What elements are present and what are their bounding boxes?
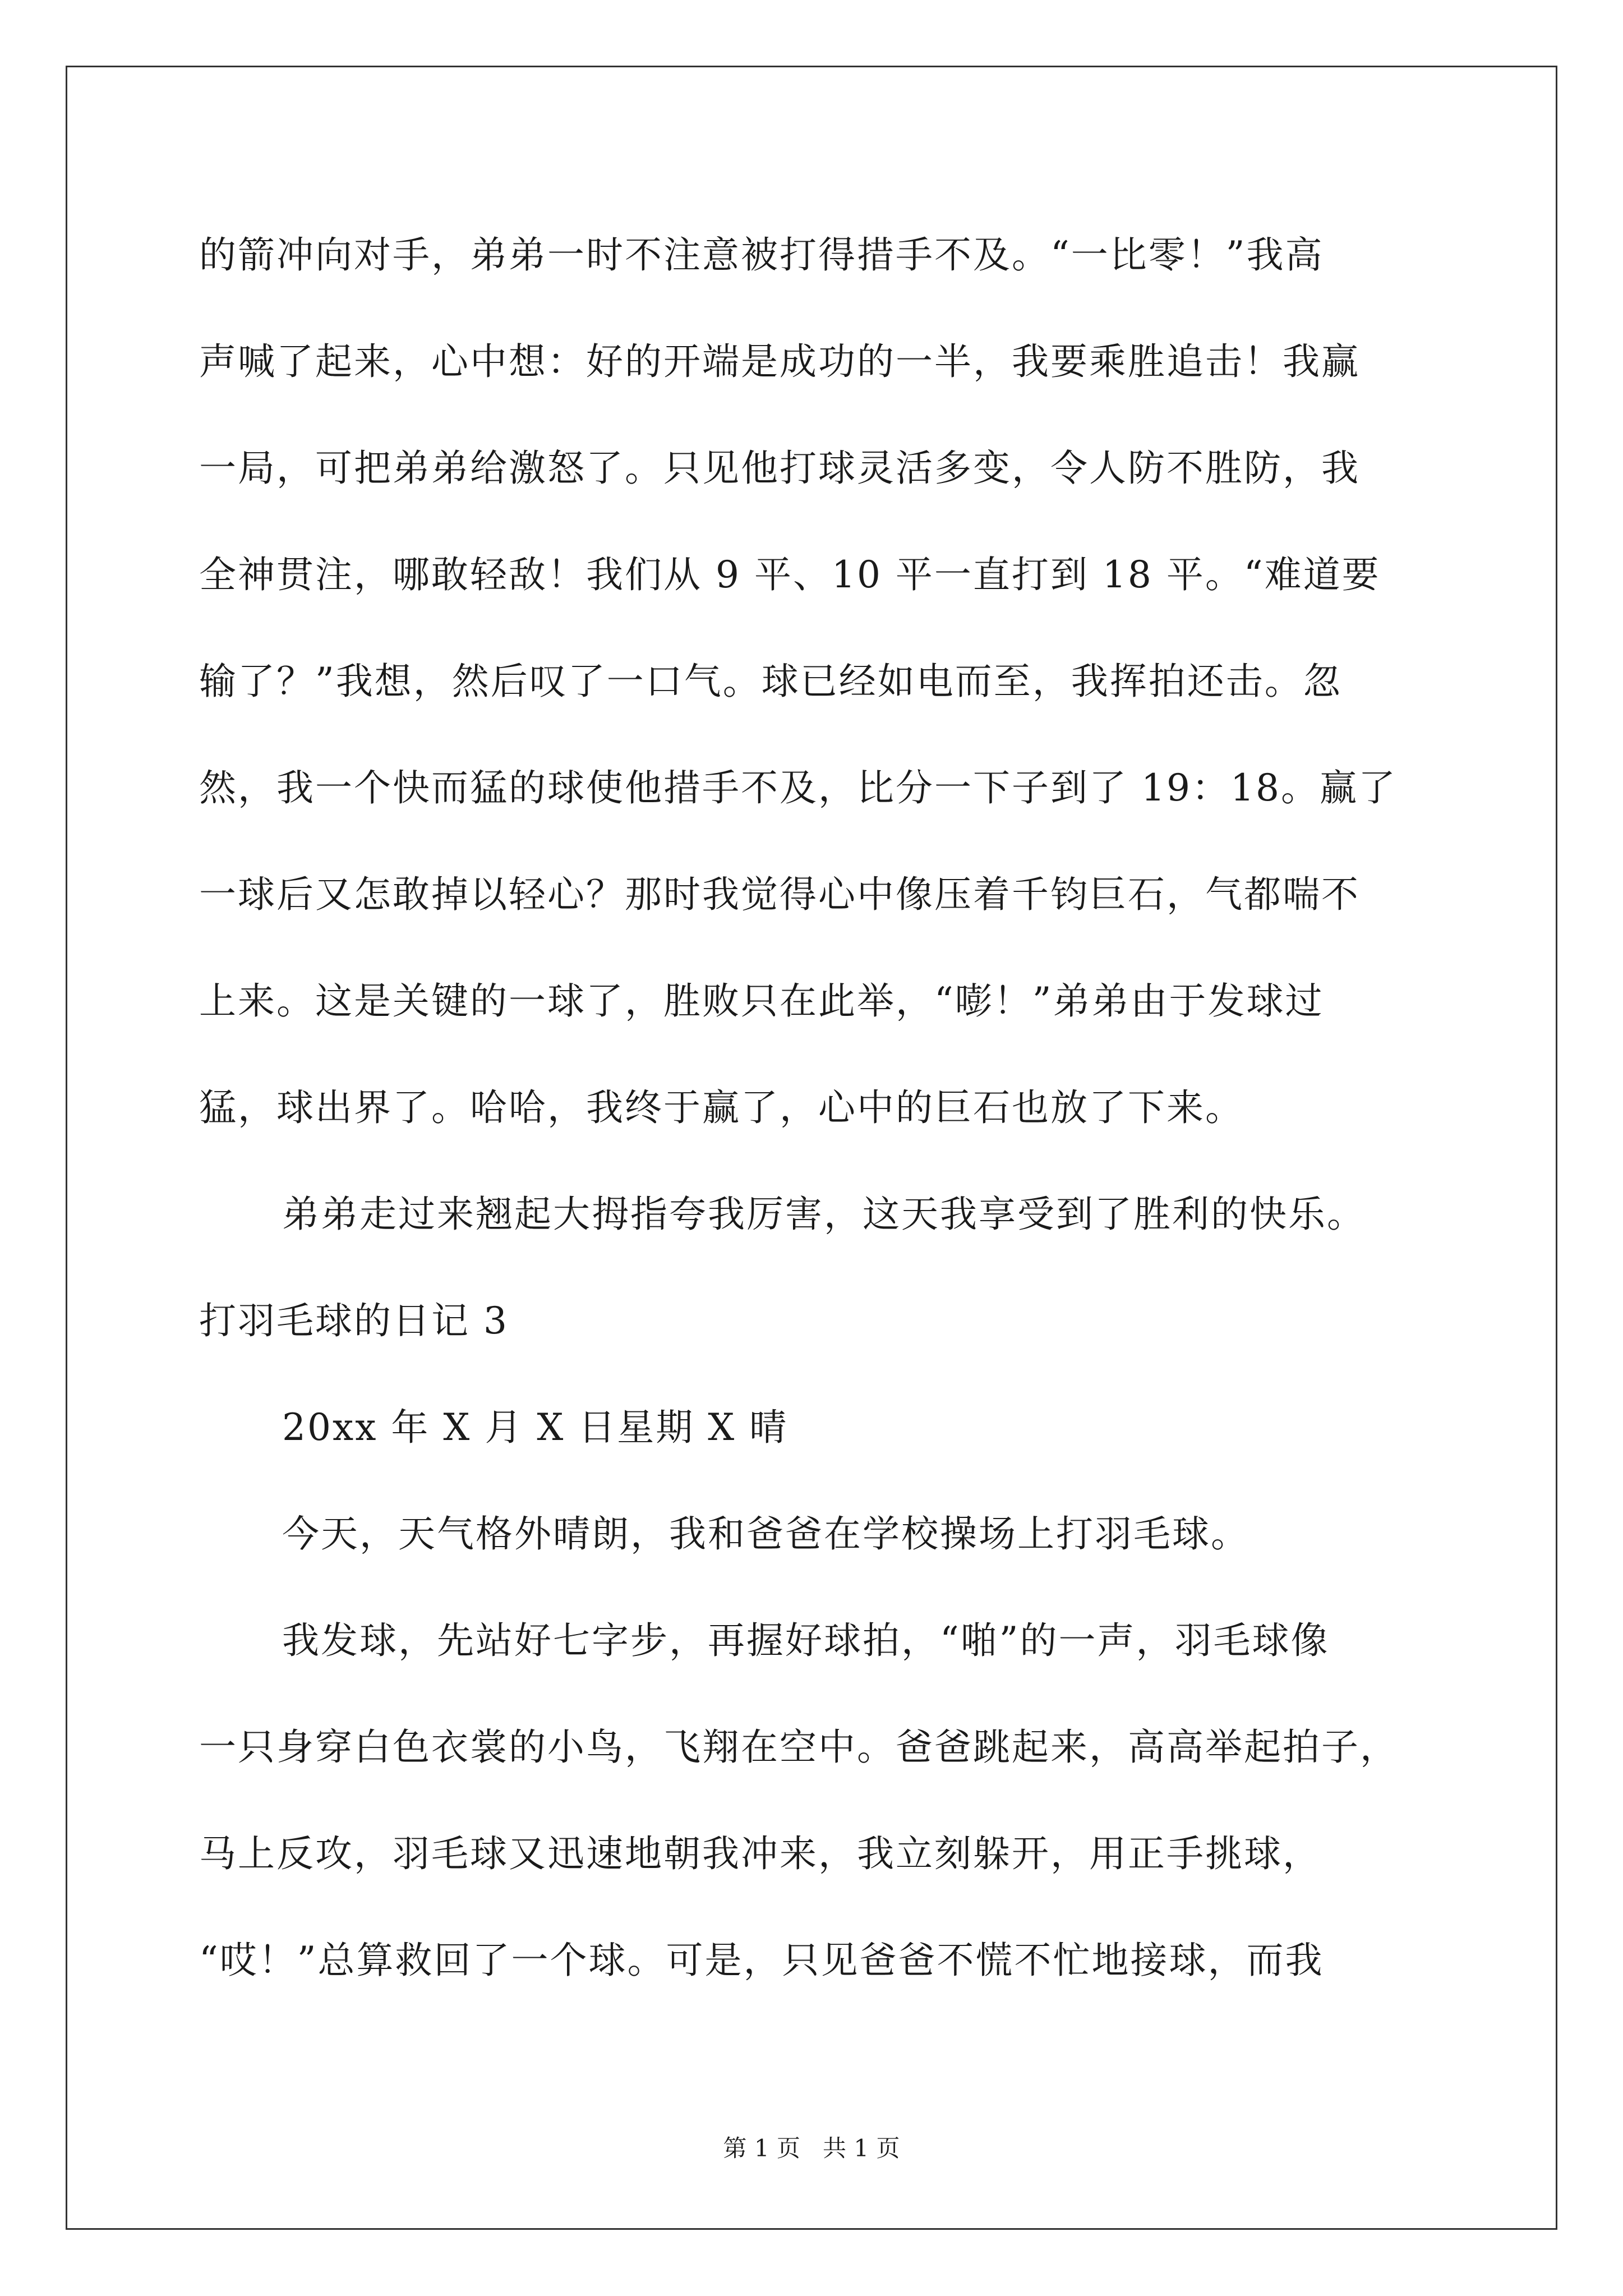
text-line: 一球后又怎敢掉以轻心？那时我觉得心中像压着千钧巨石，气都喘不 (199, 873, 1360, 916)
text-line: 然，我一个快而猛的球使他措手不及，比分一下子到了 19：18。赢了 (199, 766, 1397, 809)
text-line: 我发球，先站好七字步，再握好球拍，“啪”的一声，羽毛球像 (282, 1619, 1330, 1662)
text-line: 今天，天气格外晴朗，我和爸爸在学校操场上打羽毛球。 (282, 1512, 1249, 1556)
text-line: 一只身穿白色衣裳的小鸟，飞翔在空中。爸爸跳起来，高高举起拍子， (199, 1726, 1399, 1769)
text-line: 上来。这是关键的一球了，胜败只在此举，“嘭！”弟弟由于发球过 (199, 979, 1324, 1023)
text-line: 一局，可把弟弟给激怒了。只见他打球灵活多变，令人防不胜防，我 (199, 447, 1360, 490)
text-line: 声喊了起来，心中想：好的开端是成功的一半，我要乘胜追击！我赢 (199, 340, 1360, 383)
text-line: 全神贯注，哪敢轻敌！我们从 9 平、10 平一直打到 18 平。“难道要 (199, 553, 1381, 596)
text-line: 弟弟走过来翘起大拇指夸我厉害，这天我享受到了胜利的快乐。 (282, 1193, 1366, 1236)
document-body (199, 202, 1433, 2014)
date-line: 20xx 年 X 月 X 日星期 X 晴 (282, 1406, 789, 1449)
page-footer: 第 1 页 共 1 页 (723, 2134, 900, 2162)
text-line: 输了？”我想，然后叹了一口气。球已经如电而至，我挥拍还击。忽 (199, 660, 1342, 703)
section-heading: 打羽毛球的日记 3 (199, 1299, 509, 1342)
text-line: “哎！”总算救回了一个球。可是，只见爸爸不慌不忙地接球，而我 (199, 1939, 1324, 1982)
text-line: 猛，球出界了。哈哈，我终于赢了，心中的巨石也放了下来。 (199, 1086, 1244, 1129)
text-line: 马上反攻，羽毛球又迅速地朝我冲来，我立刻躲开，用正手挑球， (199, 1832, 1321, 1875)
text-line: 的箭冲向对手，弟弟一时不注意被打得措手不及。“一比零！”我高 (199, 233, 1324, 277)
